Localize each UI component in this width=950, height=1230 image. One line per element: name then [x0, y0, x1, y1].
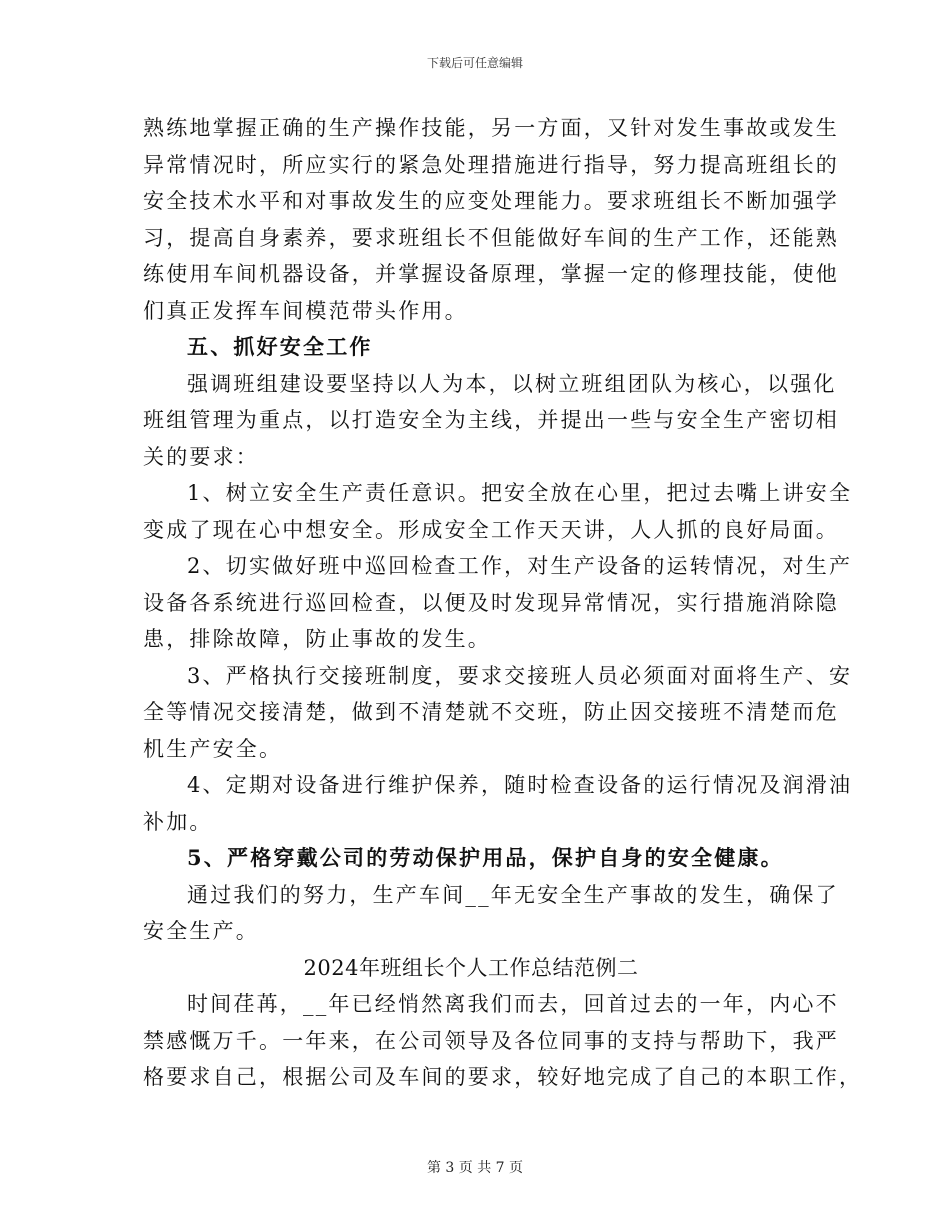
- paragraph-line: 班组管理为重点，以打造安全为主线，并提出一些与安全生产密切相: [143, 408, 839, 432]
- paragraph-line: 变成了现在心中想安全。形成安全工作天天讲，人人抓的良好局面。: [143, 517, 839, 542]
- page-footer: 第 3 页 共 7 页: [426, 1160, 524, 1176]
- list-item-bold-line: 5、严格穿戴公司的劳动保护用品，保护自身的安全健康。: [187, 845, 784, 870]
- list-item-line: 1、树立安全生产责任意识。把安全放在心里，把过去嘴上讲安全: [187, 481, 853, 505]
- paragraph-line: 补加。: [143, 809, 213, 834]
- list-item-line: 2、切实做好班中巡回检查工作，对生产设备的运转情况，对生产: [187, 554, 853, 578]
- paragraph-line: 时间荏苒，__年已经悄然离我们而去，回首过去的一年，内心不: [187, 992, 839, 1016]
- paragraph-line: 练使用车间机器设备，并掌握设备原理，掌握一定的修理技能，使他: [143, 262, 839, 286]
- document-subtitle: 2024年班组长个人工作总结范例二: [303, 955, 639, 980]
- paragraph-line: 患，排除故障，防止事故的发生。: [143, 627, 491, 651]
- paragraph-line: 强调班组建设要坚持以人为本，以树立班组团队为核心，以强化: [187, 371, 837, 396]
- paragraph-line: 关的要求：: [143, 444, 259, 469]
- paragraph-line: 通过我们的努力，生产车间__年无安全生产事故的发生，确保了: [187, 882, 839, 907]
- paragraph-line: 机生产安全。: [143, 736, 283, 761]
- paragraph-line: 安全生产。: [143, 919, 259, 943]
- list-item-line: 4、定期对设备进行维护保养，随时检查设备的运行情况及润滑油: [187, 773, 853, 797]
- paragraph-line: 设备各系统进行巡回检查，以便及时发现异常情况，实行措施消除隐: [143, 590, 839, 615]
- paragraph-line: 禁感慨万千。一年来，在公司领导及各位同事的支持与帮助下，我严: [143, 1028, 839, 1053]
- list-item-line: 3、严格执行交接班制度，要求交接班人员必须面对面将生产、安: [187, 663, 853, 688]
- paragraph-line: 安全技术水平和对事故发生的应变处理能力。要求班组长不断加强学: [143, 189, 839, 213]
- paragraph-line: 们真正发挥车间模范带头作用。: [143, 298, 468, 323]
- paragraph-line: 异常情况时，所应实行的紧急处理措施进行指导，努力提高班组长的: [143, 152, 839, 177]
- paragraph-line: 熟练地掌握正确的生产操作技能，另一方面，又针对发生事故或发生: [143, 116, 839, 140]
- paragraph-line: 全等情况交接清楚，做到不清楚就不交班，防止因交接班不清楚而危: [143, 700, 839, 724]
- paragraph-line: 习，提高自身素养，要求班组长不但能做好车间的生产工作，还能熟: [143, 225, 839, 250]
- section-heading: 五、抓好安全工作: [187, 334, 373, 359]
- document-body: [143, 110, 863, 1096]
- page-header: 下载后可任意编辑: [426, 56, 523, 70]
- paragraph-line: 格要求自己，根据公司及车间的要求，较好地完成了自己的本职工作，: [143, 1065, 863, 1089]
